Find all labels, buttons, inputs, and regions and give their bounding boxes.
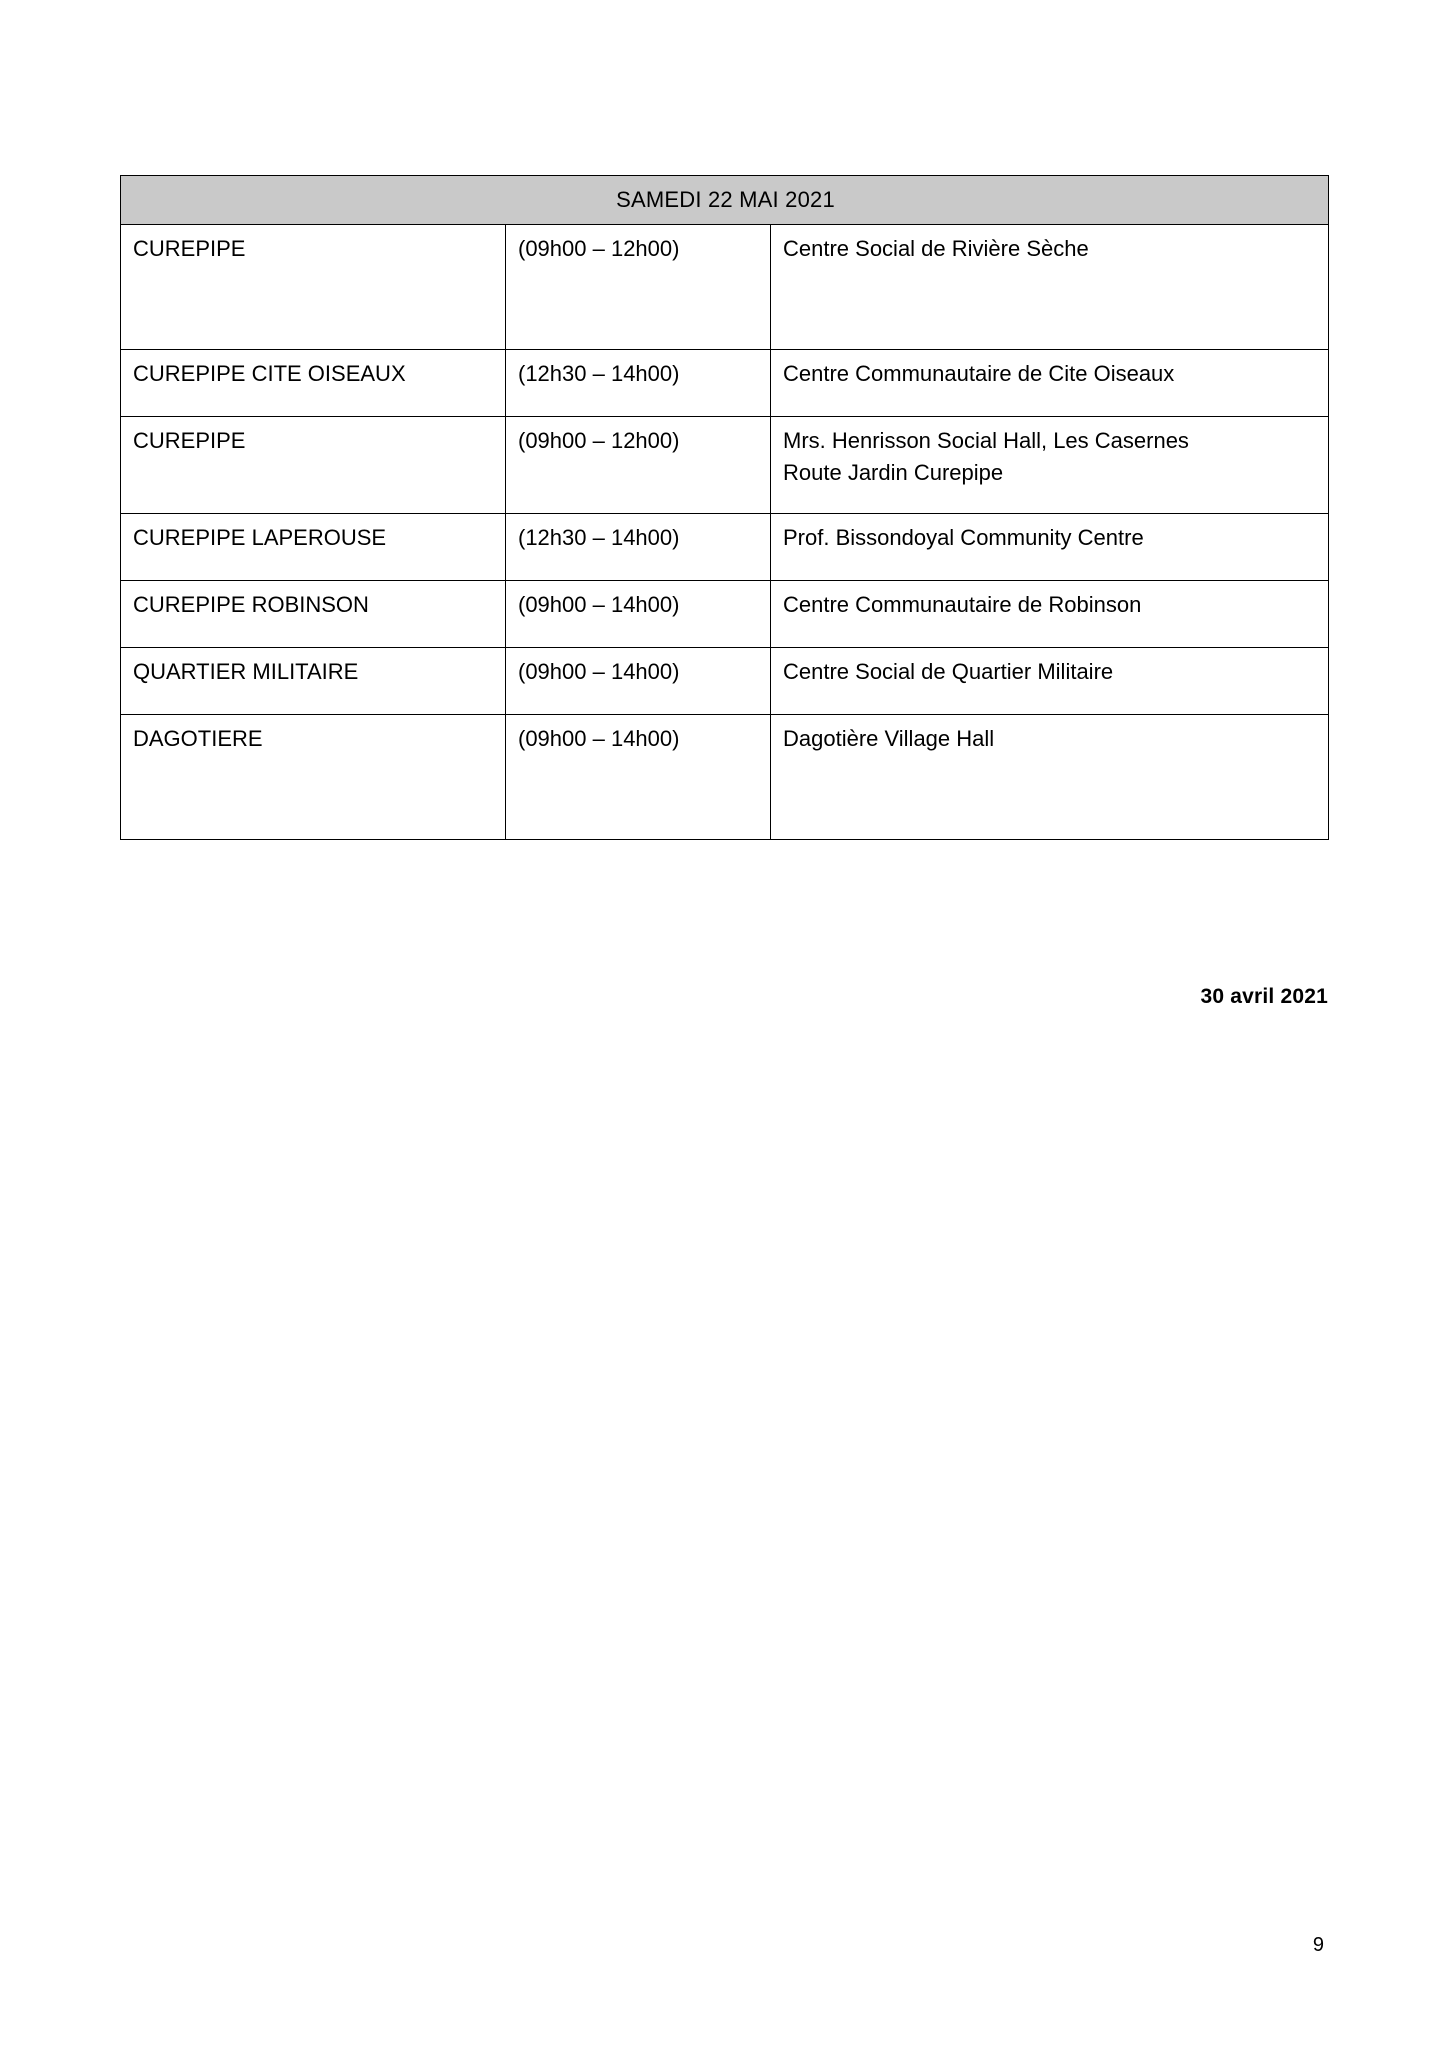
table-row [121, 580, 1329, 647]
row-venue-line1: Dagotière Village Hall [783, 725, 995, 751]
row-venue [771, 224, 1329, 349]
row-venue-line2: Route Jardin Curepipe [783, 459, 1004, 485]
table-row [121, 513, 1329, 580]
row-area: CUREPIPE ROBINSON [121, 580, 506, 647]
row-venue-line1: Centre Communautaire de Robinson [783, 591, 1142, 617]
table-title: SAMEDI 22 MAI 2021 [121, 176, 1329, 225]
row-time: (09h00 – 14h00) [506, 714, 771, 839]
row-venue-line1: Centre Communautaire de Cite Oiseaux [783, 360, 1175, 386]
row-area: CUREPIPE CITE OISEAUX [121, 349, 506, 416]
page-number: 9 [1312, 1934, 1324, 1956]
row-venue [771, 349, 1329, 416]
row-venue-line1: Mrs. Henrisson Social Hall, Les Casernes [783, 427, 1189, 453]
row-time: (12h30 – 14h00) [506, 349, 771, 416]
schedule-table [120, 175, 1329, 840]
document-date: 30 avril 2021 [1200, 985, 1328, 1008]
row-venue-line1: Centre Social de Quartier Militaire [783, 658, 1114, 684]
row-area: CUREPIPE [121, 224, 506, 349]
row-area: QUARTIER MILITAIRE [121, 647, 506, 714]
row-venue [771, 714, 1329, 839]
row-venue [771, 513, 1329, 580]
row-venue [771, 580, 1329, 647]
table-row [121, 416, 1329, 513]
row-area: CUREPIPE [121, 416, 506, 513]
row-venue [771, 647, 1329, 714]
row-venue-line1: Prof. Bissondoyal Community Centre [783, 524, 1144, 550]
row-time: (09h00 – 12h00) [506, 224, 771, 349]
row-time: (12h30 – 14h00) [506, 513, 771, 580]
row-area: CUREPIPE LAPEROUSE [121, 513, 506, 580]
table-row [121, 647, 1329, 714]
row-area: DAGOTIERE [121, 714, 506, 839]
table-row [121, 349, 1329, 416]
row-venue-line1: Centre Social de Rivière Sèche [783, 235, 1089, 261]
row-venue [771, 416, 1329, 513]
row-time: (09h00 – 12h00) [506, 416, 771, 513]
table-title-row [121, 176, 1329, 225]
row-time: (09h00 – 14h00) [506, 647, 771, 714]
table-row [121, 224, 1329, 349]
row-time: (09h00 – 14h00) [506, 580, 771, 647]
table-row [121, 714, 1329, 839]
